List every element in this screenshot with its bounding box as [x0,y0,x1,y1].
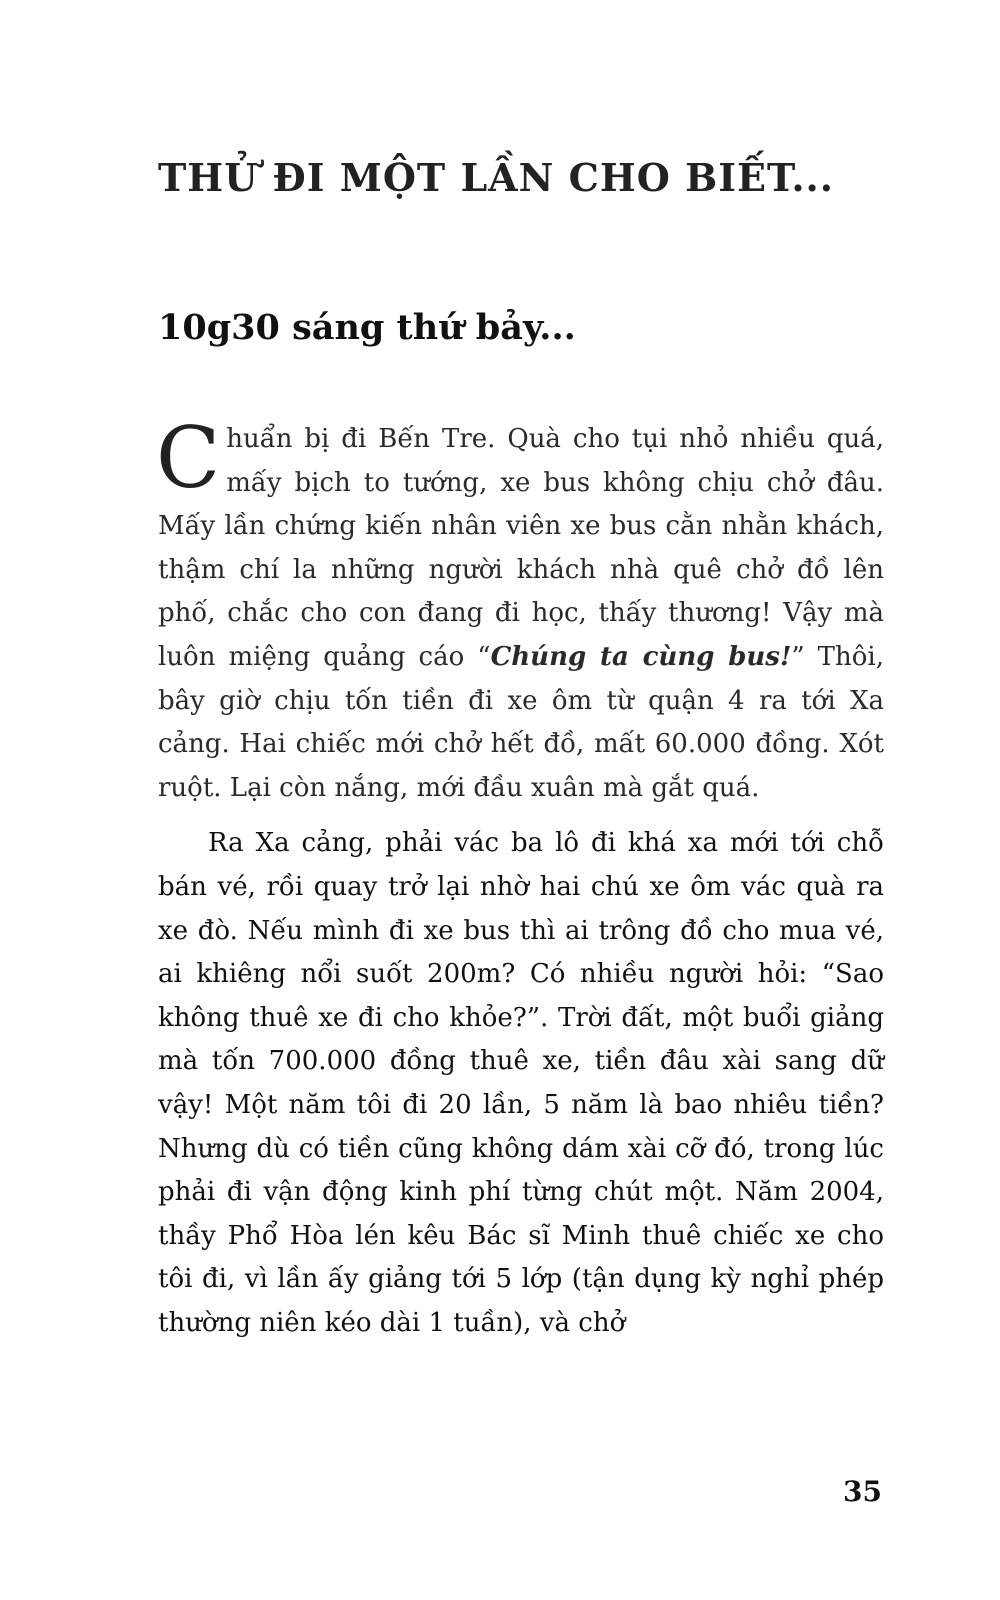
body-text [156,409,884,1345]
paragraph-2: Ra Xa cảng, phải vác ba lô đi khá xa mới tới chỗ bán vé, rồi quay trở lại nhờ hai chú xe ôm vác quà ra xe đò. Nếu mình đi xe bus thì ai trông đồ cho mua vé, ai khiêng nổi suốt 200m? Có nhiều người hỏi: “Sao không thuê xe đi cho khỏe?”. Trời đất, một buổi giảng mà tốn 700.000 đồng thuê xe, tiền đâu xài sang dữ vậy! Một năm tôi đi 20 lần, 5 năm là bao nhiêu tiền? Nhưng dù có tiền cũng không dám xài cỡ đó, trong lúc phải đi vận động kinh phí từng chút một. Năm 2004, thầy Phổ Hòa lén kêu Bác sĩ Minh thuê chiếc xe cho tôi đi, vì lần ấy giảng tới 5 lớp (tận dụng kỳ nghỉ phép thường niên kéo dài 1 tuần), và chở [158,828,884,1338]
drop-cap-letter: C [156,409,221,507]
chapter-title: THỬ ĐI MỘT LẦN CHO BIẾT... [158,155,835,200]
paragraph-1-emphasis: Chúng ta cùng bus! [490,641,792,672]
paragraph-1-text-b: ” Thôi, bây giờ chịu tốn tiền đi xe ôm từ quận 4 ra tới Xa cảng. Hai chiếc mới chở hết đồ, mất 60.000 đồng. Xót ruột. Lại còn nắng, mới đầu xuân mà gắt quá. [158,641,884,803]
page-number: 35 [843,1475,882,1508]
paragraph-1-text-a: huẩn bị đi Bến Tre. Quà cho tụi nhỏ nhiều quá, mấy bịch to tướng, xe bus không chịu chở đâu. Mấy lần chứng kiến nhân viên xe bus cằn nhằn khách, thậm chí la những người khách nhà quê chở đồ lên phố, chắc cho con đang đi học, thấy thương! Vậy mà luôn miệng quảng cáo “ [158,424,884,672]
paragraph-1 [156,409,884,810]
section-heading: 10g30 sáng thứ bảy... [158,307,576,348]
